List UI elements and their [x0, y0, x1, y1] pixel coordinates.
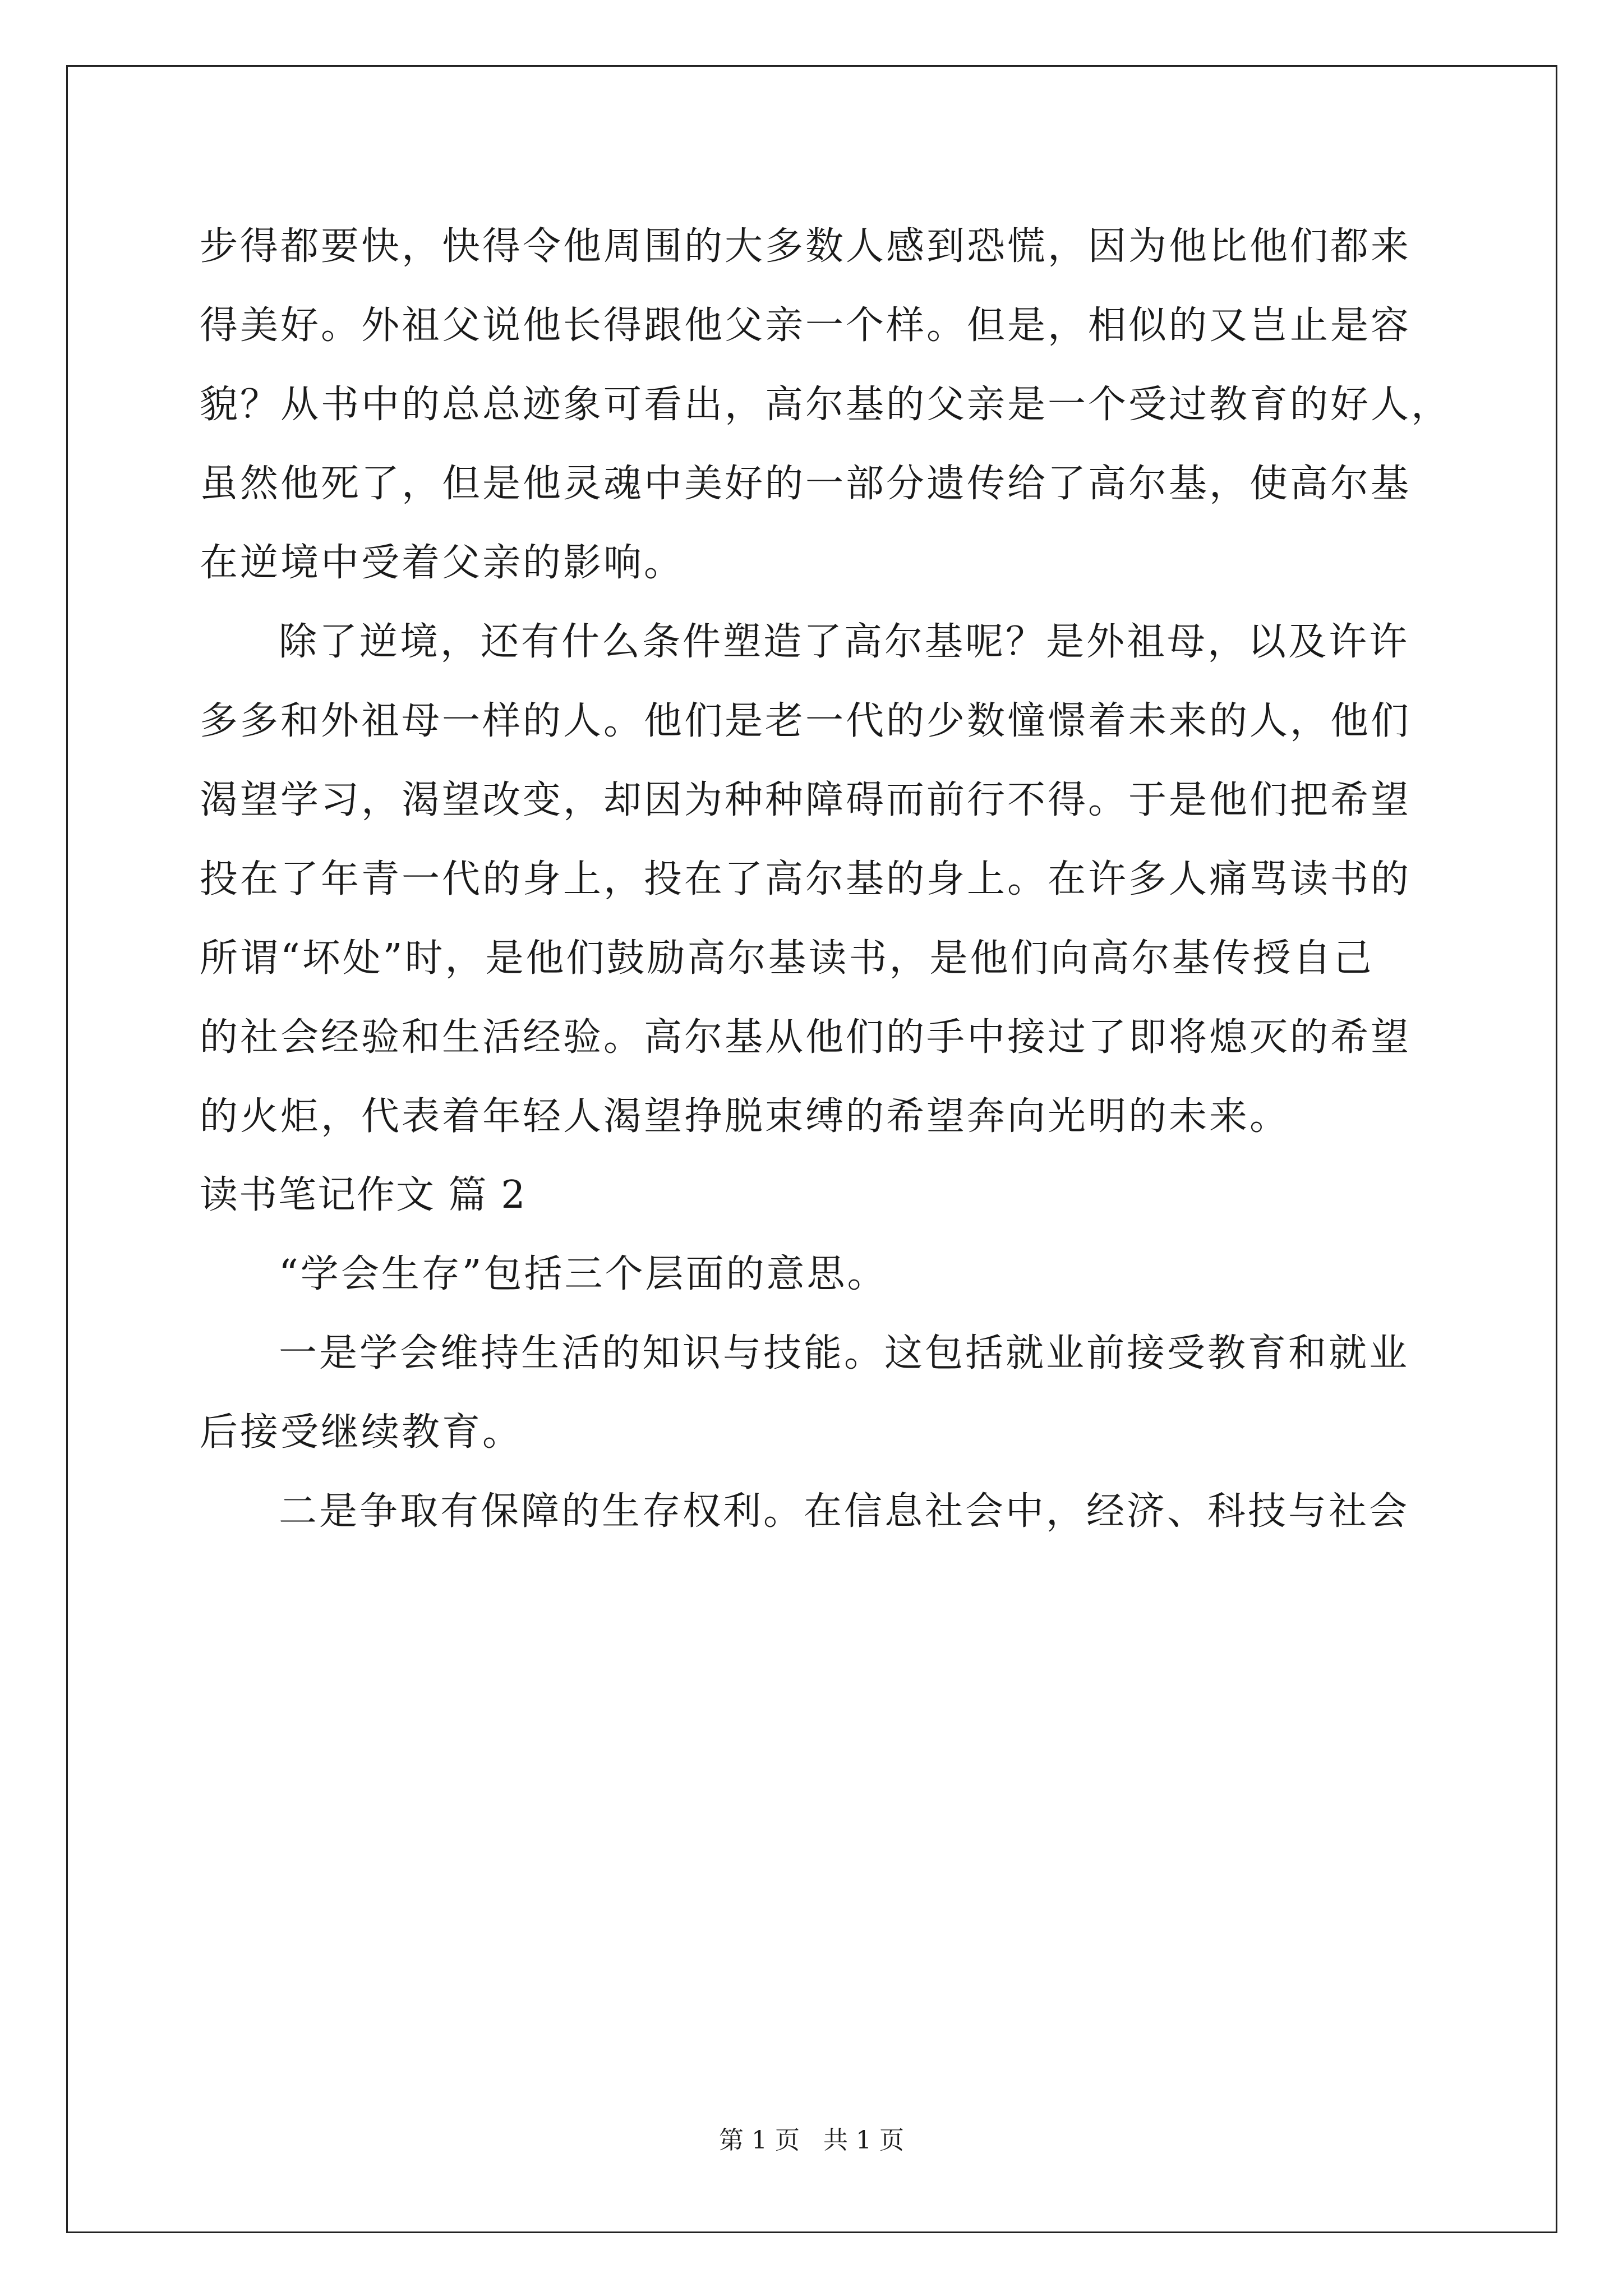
paragraph-1-line-1: 步得都要快，快得令他周围的大多数人感到恐慌，因为他比他们都来 — [200, 224, 1412, 269]
paragraph-2-line-6: 的社会经验和生活经验。高尔基从他们的手中接过了即将熄灭的希望 — [200, 1015, 1412, 1060]
paragraph-1-line-3: 貌？从书中的总总迹象可看出，高尔基的父亲是一个受过教育的好人， — [200, 383, 1452, 427]
paragraph-1-line-2: 得美好。外祖父说他长得跟他父亲一个样。但是，相似的又岂止是容 — [200, 303, 1412, 348]
paragraph-2-line-5: 所谓“坏处”时，是他们鼓励高尔基读书，是他们向高尔基传授自己 — [200, 936, 1374, 981]
paragraph-3-line-1: “学会生存”包括三个层面的意思。 — [279, 1252, 888, 1296]
paragraph-2-line-3: 渴望学习，渴望改变，却因为种种障碍而前行不得。于是他们把希望 — [200, 778, 1412, 822]
paragraph-4-line-1: 一是学会维持生活的知识与技能。这包括就业前接受教育和就业 — [279, 1331, 1410, 1375]
section-heading: 读书笔记作文 篇 2 — [200, 1173, 527, 1217]
paragraph-1-line-4: 虽然他死了，但是他灵魂中美好的一部分遗传给了高尔基，使高尔基 — [200, 462, 1412, 506]
paragraph-4-line-2: 后接受继续教育。 — [200, 1410, 523, 1455]
paragraph-2-line-2: 多多和外祖母一样的人。他们是老一代的少数憧憬着未来的人，他们 — [200, 699, 1412, 743]
paragraph-1-line-5: 在逆境中受着父亲的影响。 — [200, 541, 685, 585]
page-number-footer: 第 1 页 共 1 页 — [719, 2126, 904, 2155]
paragraph-2-line-7: 的火炬，代表着年轻人渴望挣脱束缚的希望奔向光明的未来。 — [200, 1094, 1290, 1139]
paragraph-2-line-4: 投在了年青一代的身上，投在了高尔基的身上。在许多人痛骂读书的 — [200, 857, 1412, 901]
paragraph-2-line-1: 除了逆境，还有什么条件塑造了高尔基呢？是外祖母，以及许许 — [279, 620, 1410, 664]
paragraph-5-line-1: 二是争取有保障的生存权利。在信息社会中，经济、科技与社会 — [279, 1489, 1410, 1534]
